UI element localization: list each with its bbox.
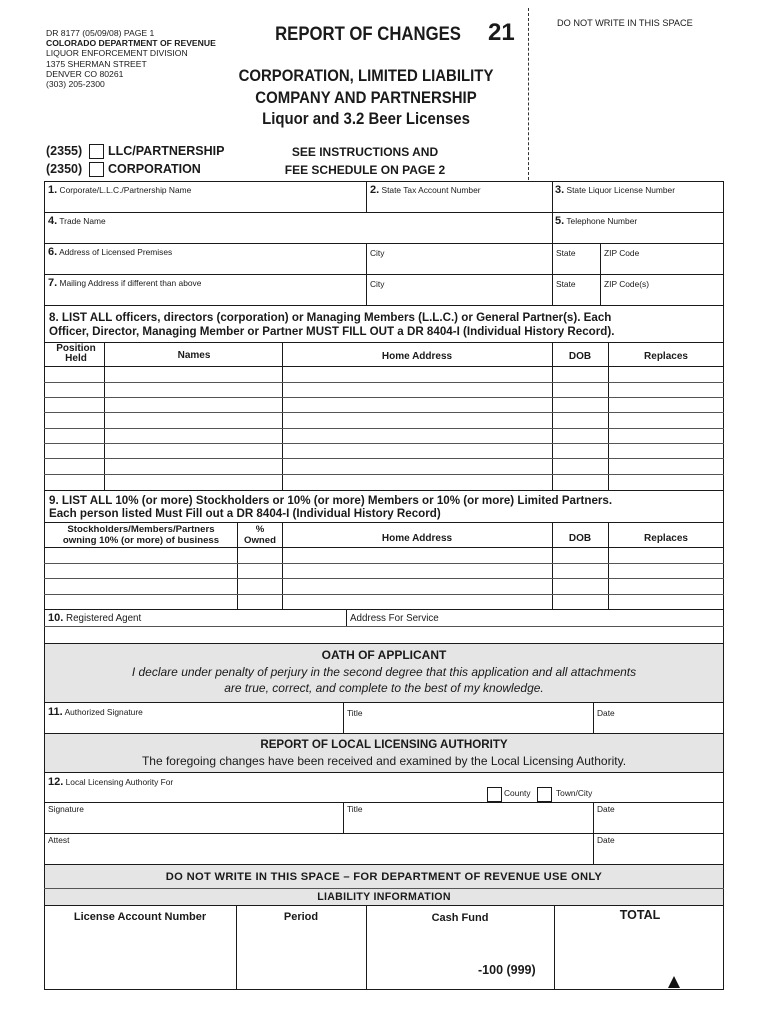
dor-reserved-label: DO NOT WRITE IN THIS SPACE: [557, 18, 693, 28]
town-city-checkbox[interactable]: [537, 787, 552, 802]
field-authorized-signature[interactable]: 11. Authorized Signature: [48, 706, 143, 718]
county-checkbox[interactable]: [487, 787, 502, 802]
section-9-heading-line-1: 9. LIST ALL 10% (or more) Stockholders or 10% (or more) Members or 10% (or more) Limited Partners.: [49, 494, 613, 507]
local-authority-title: REPORT OF LOCAL LICENSING AUTHORITY: [260, 738, 508, 751]
officer-row[interactable]: [44, 428, 724, 429]
field-registered-agent[interactable]: 10. Registered Agent: [48, 612, 142, 624]
corp-label: CORPORATION: [108, 162, 201, 176]
city-address: DENVER CO 80261: [46, 68, 124, 79]
section-8-heading-line-1: 8. LIST ALL officers, directors (corporation) or Managing Members (L.L.C.) or General Partner(s). Each: [49, 311, 612, 324]
liability-info-title: LIABILITY INFORMATION: [317, 891, 451, 903]
field-local-title[interactable]: Title: [347, 804, 363, 814]
county-label: County: [504, 788, 531, 798]
col-home-address-9: Home Address: [381, 533, 453, 544]
col-home-address: Home Address: [381, 351, 453, 362]
field-telephone[interactable]: 5. Telephone Number: [555, 215, 638, 227]
dor-use-title: DO NOT WRITE IN THIS SPACE – FOR DEPARTMENT OF REVENUE USE ONLY: [165, 871, 603, 883]
col-dob: DOB: [568, 351, 592, 362]
street-address: 1375 SHERMAN STREET: [46, 58, 147, 69]
subtitle-line-3: Liquor and 3.2 Beer Licenses: [262, 109, 470, 128]
field-mailing-city[interactable]: City: [370, 279, 385, 289]
field-premises-address[interactable]: 6. Address of Licensed Premises: [48, 246, 173, 258]
field-mailing-zip[interactable]: ZIP Code(s): [604, 279, 649, 289]
form-id: DR 8177 (05/09/08) PAGE 1: [46, 28, 155, 38]
field-attest-date[interactable]: Date: [597, 835, 615, 845]
oath-title: OATH OF APPLICANT: [321, 648, 447, 662]
field-premises-state[interactable]: State: [556, 248, 576, 258]
stockholder-row[interactable]: [44, 594, 724, 595]
col-names: Names: [177, 350, 211, 361]
instructions-line-2: FEE SCHEDULE ON PAGE 2: [284, 163, 446, 177]
field-premises-zip[interactable]: ZIP Code: [604, 248, 640, 258]
field-signer-title[interactable]: Title: [347, 708, 363, 718]
field-state-liquor-license[interactable]: 3. State Liquor License Number: [555, 184, 675, 196]
field-local-date[interactable]: Date: [597, 804, 615, 814]
col-period: Period: [283, 911, 319, 923]
cash-fund-code: -100 (999): [478, 963, 536, 977]
field-signature-date[interactable]: Date: [597, 708, 615, 718]
field-trade-name[interactable]: 4. Trade Name: [48, 215, 106, 227]
oath-text-line-2: are true, correct, and complete to the best of my knowledge.: [224, 681, 544, 695]
field-corporate-name[interactable]: 1. Corporate/L.L.C./Partnership Name: [48, 184, 192, 196]
field-local-authority-for[interactable]: 12. Local Licensing Authority For: [48, 776, 174, 788]
col-replaces: Replaces: [644, 351, 688, 362]
instructions-line-1: SEE INSTRUCTIONS AND: [291, 145, 439, 159]
llc-label: LLC/PARTNERSHIP: [108, 144, 225, 158]
field-attest[interactable]: Attest: [48, 835, 70, 845]
col-position-held: Position Held: [56, 343, 96, 364]
col-total: TOTAL: [619, 908, 661, 922]
corp-code: (2350): [46, 162, 83, 176]
officer-row[interactable]: [44, 382, 724, 383]
col-cash-fund: Cash Fund: [431, 912, 489, 924]
field-state-tax-account[interactable]: 2. State Tax Account Number: [370, 184, 481, 196]
col-dob-9: DOB: [568, 533, 592, 544]
llc-code: (2355): [46, 144, 83, 158]
field-mailing-address[interactable]: 7. Mailing Address if different than above: [48, 277, 202, 289]
department-name: COLORADO DEPARTMENT OF REVENUE: [46, 38, 216, 49]
subtitle-line-1: CORPORATION, LIMITED LIABILITY: [238, 66, 494, 85]
col-stockholders: Stockholders/Members/Partners owning 10% (or more) of business: [62, 524, 220, 546]
officer-row[interactable]: [44, 458, 724, 459]
division-name: LIQUOR ENFORCEMENT DIVISION: [46, 48, 188, 59]
oath-text-line-1: I declare under penalty of perjury in the second degree that this application and all attachments: [131, 665, 637, 679]
col-percent-owned: % Owned: [244, 524, 276, 546]
subtitle-line-2: COMPANY AND PARTNERSHIP: [255, 88, 477, 107]
field-address-for-service[interactable]: Address For Service: [350, 613, 439, 624]
llc-partnership-checkbox[interactable]: [89, 144, 104, 159]
field-local-signature[interactable]: Signature: [48, 804, 84, 814]
col-replaces-9: Replaces: [644, 533, 688, 544]
field-premises-city[interactable]: City: [370, 248, 385, 258]
corporation-checkbox[interactable]: [89, 162, 104, 177]
local-authority-text: The foregoing changes have been received and examined by the Local Licensing Authority.: [141, 754, 627, 768]
officer-row[interactable]: [44, 474, 724, 475]
stockholder-row[interactable]: [44, 578, 724, 579]
officer-row[interactable]: [44, 412, 724, 413]
officer-row[interactable]: [44, 397, 724, 398]
town-city-label: Town/City: [556, 788, 593, 798]
form-number: 21: [488, 19, 515, 46]
page-title: REPORT OF CHANGES: [275, 24, 461, 45]
reserved-divider: [528, 8, 529, 180]
phone-number: (303) 205-2300: [46, 79, 105, 90]
section-9-heading-line-2: Each person listed Must Fill out a DR 8404-I (Individual History Record): [49, 507, 441, 520]
stockholder-row[interactable]: [44, 563, 724, 564]
officer-row[interactable]: [44, 443, 724, 444]
triangle-icon: [668, 976, 680, 988]
col-license-account: License Account Number: [73, 911, 207, 923]
section-8-heading-line-2: Officer, Director, Managing Member or Partner MUST FILL OUT a DR 8404-I (Individual History Record).: [49, 325, 615, 338]
field-mailing-state[interactable]: State: [556, 279, 576, 289]
